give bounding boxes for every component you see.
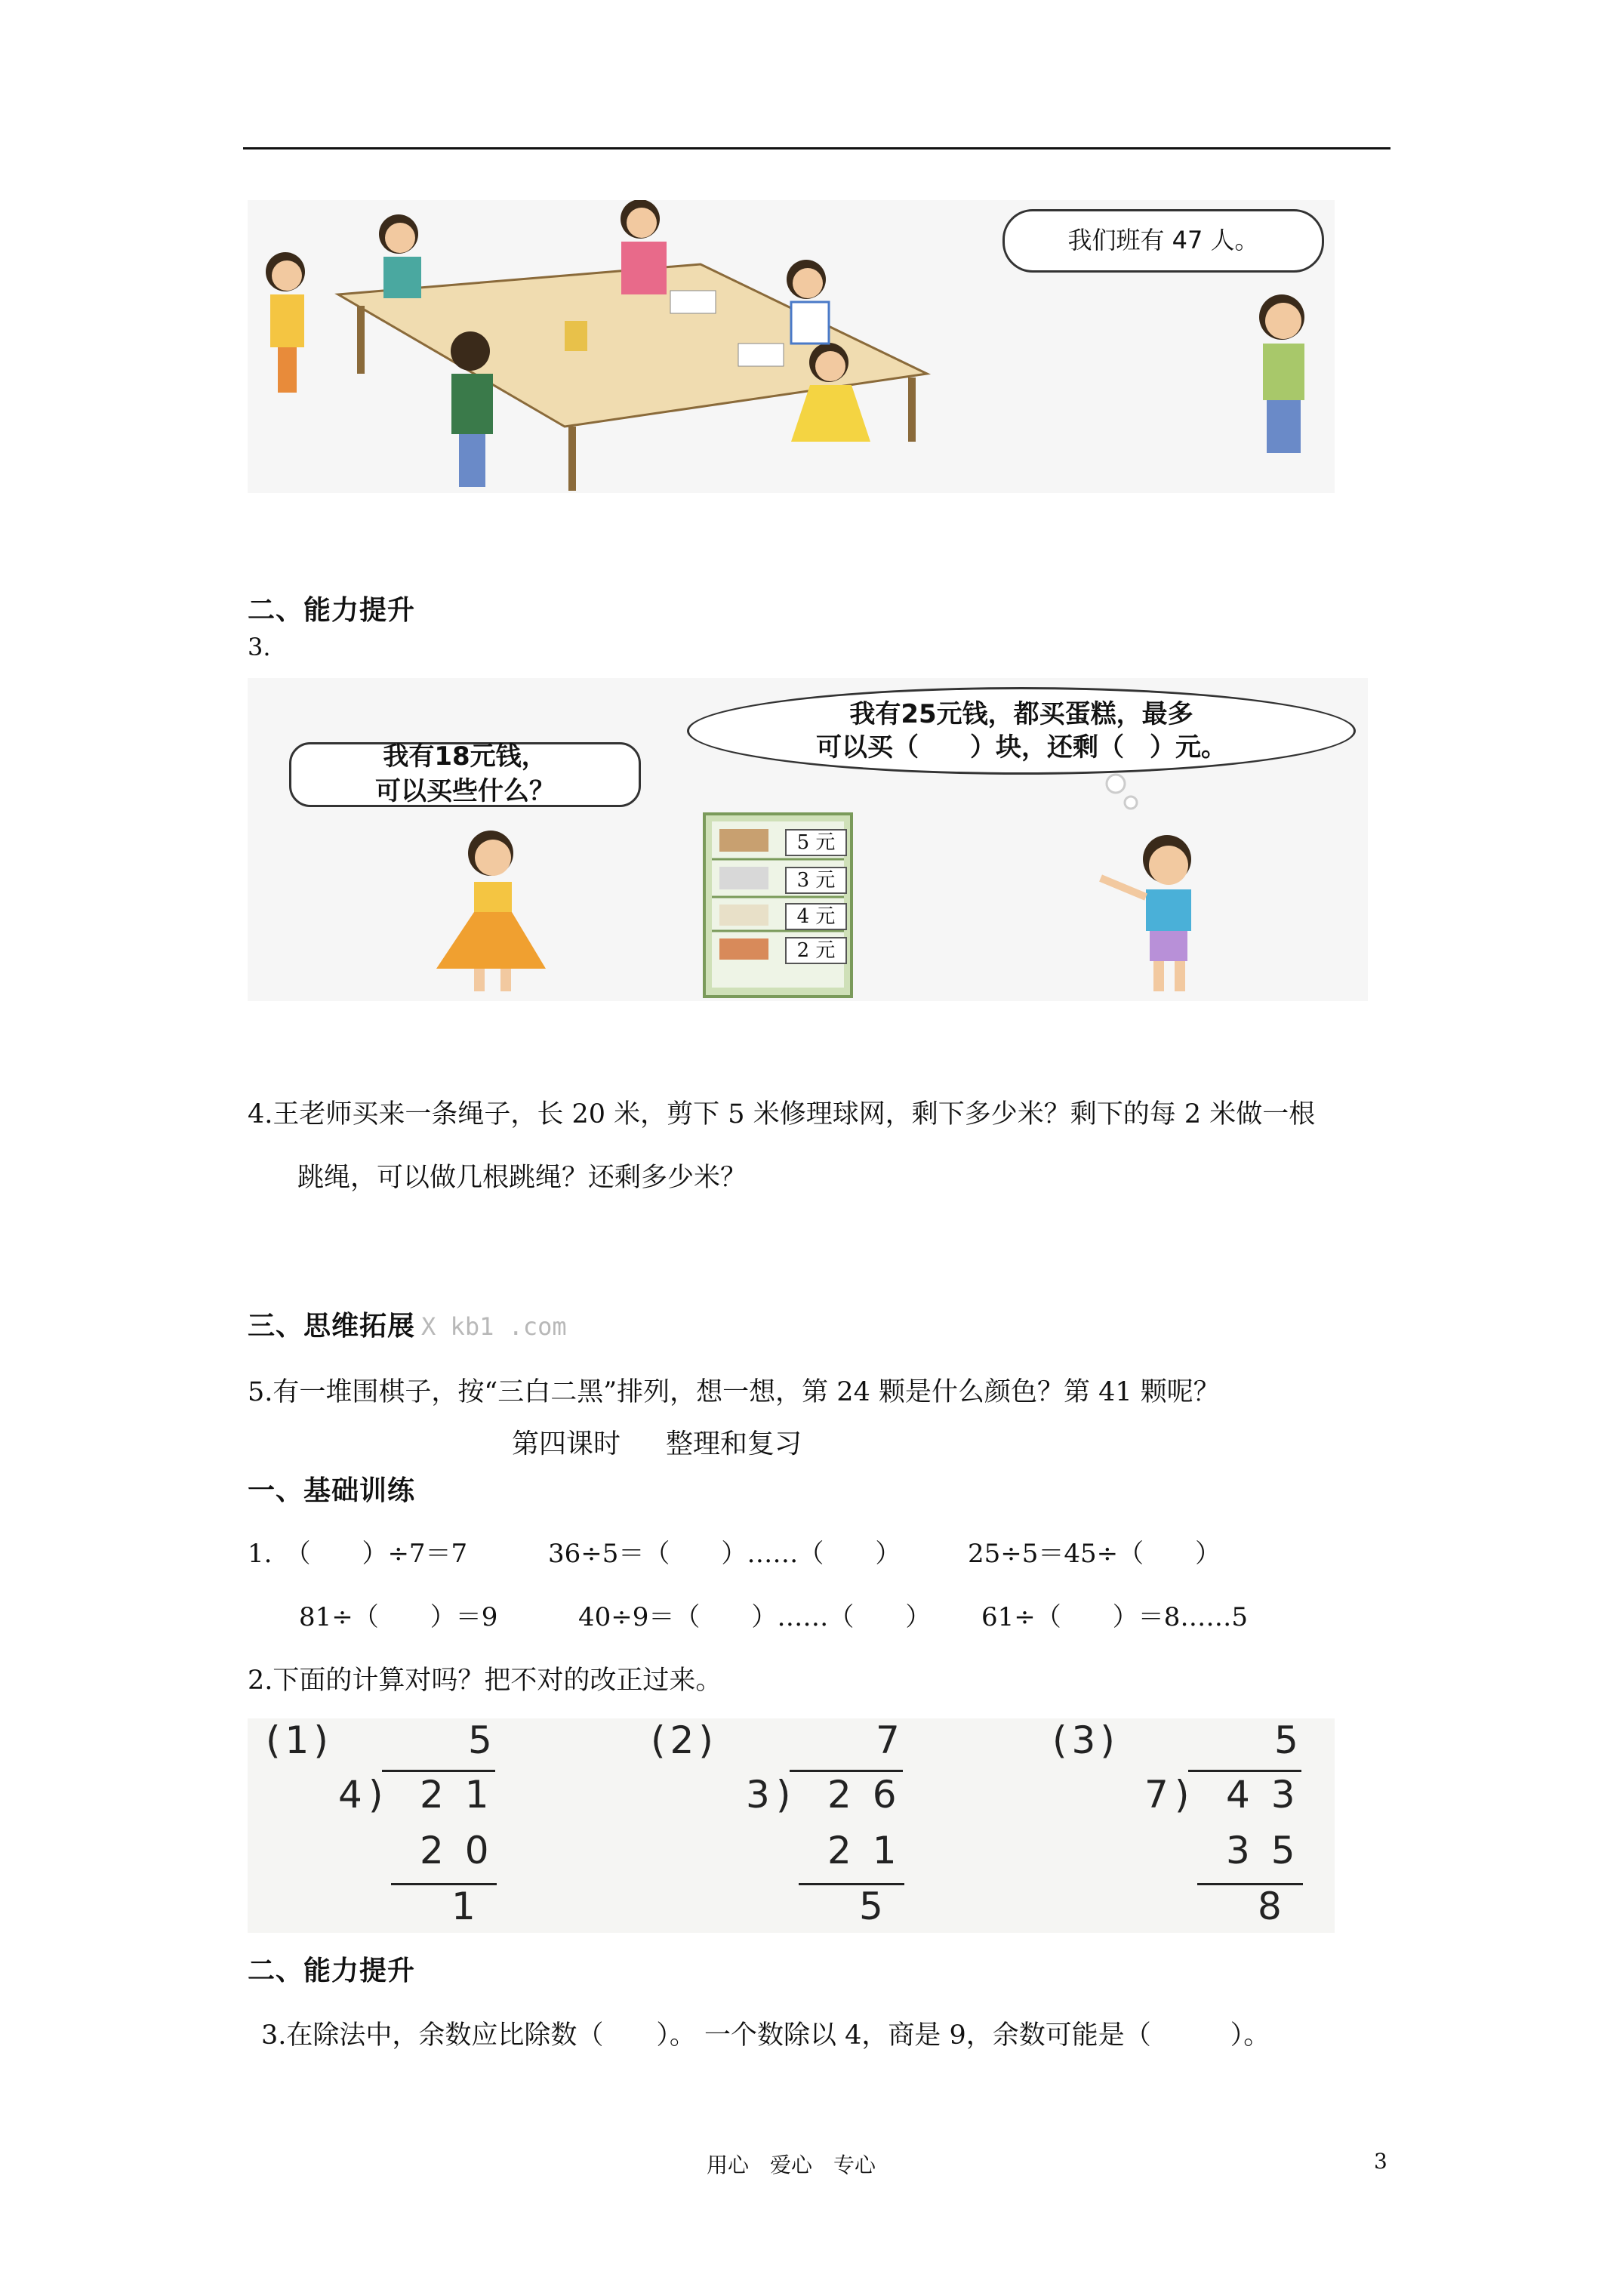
q1-row1-a: 1. （ ）÷7＝7 bbox=[248, 1539, 468, 1569]
boy-speech-line2: 可以买（ ）块，还剩（ ）元。 bbox=[816, 732, 1227, 763]
question-5: 5.有一堆围棋子，按“三白二黑”排列，想一想，第 24 颗是什么颜色？第 41 颗呢？ bbox=[248, 1377, 1220, 1407]
problem-2-label: (2) bbox=[651, 1718, 718, 1762]
problem-1-remainder: 1 bbox=[451, 1885, 480, 1928]
problem-3-subtract-line bbox=[1197, 1883, 1303, 1885]
problem-1-divisor: 4 bbox=[338, 1773, 367, 1817]
section-two-heading: 二、能力提升 bbox=[248, 595, 416, 626]
division-problem-1 bbox=[248, 1718, 565, 1933]
q1-row2-a: 81÷（ ）＝9 bbox=[299, 1602, 498, 1632]
class-size-speech-text: 我们班有 47 人。 bbox=[1067, 226, 1259, 255]
cake-shop-illustration bbox=[248, 678, 1368, 1001]
division-problem-2 bbox=[648, 1718, 965, 1933]
section-one-heading: 一、基础训练 bbox=[248, 1475, 416, 1506]
girl-speech-line1: 我有18元钱， bbox=[383, 741, 547, 772]
price-tag-4 bbox=[785, 937, 847, 964]
problem-1-subtract-line bbox=[391, 1883, 497, 1885]
problem-1-bracket: ) bbox=[368, 1773, 388, 1817]
class-size-speech-bubble bbox=[1002, 209, 1324, 273]
problem-3-bracket: ) bbox=[1175, 1773, 1194, 1817]
problem-2-dividend: 2 6 bbox=[827, 1773, 901, 1817]
problem-3-product: 3 5 bbox=[1226, 1829, 1300, 1872]
problem-2-bar bbox=[790, 1770, 903, 1772]
q1-row1-b: 36÷5＝（ ）……（ ） bbox=[548, 1539, 901, 1569]
problem-3-label: (3) bbox=[1052, 1718, 1119, 1762]
question-3-number: 3. bbox=[248, 633, 271, 661]
section-three-row bbox=[248, 1305, 567, 1343]
problem-3-dividend: 4 3 bbox=[1226, 1773, 1300, 1817]
problem-1-product: 2 0 bbox=[420, 1829, 494, 1872]
girl-speech-line2: 可以买些什么？ bbox=[375, 776, 555, 806]
problem-2-bracket: ) bbox=[776, 1773, 796, 1817]
question-4-line1: 4.王老师买来一条绳子，长 20 米，剪下 5 米修理球网，剩下多少米？剩下的每 2 米做一根 bbox=[248, 1099, 1316, 1130]
footer-motto: 用心 爱心 专心 bbox=[707, 2153, 876, 2177]
watermark-text: X kb1 .com bbox=[421, 1312, 567, 1341]
boy-speech-line1: 我有25元钱，都买蛋糕，最多 bbox=[849, 698, 1193, 729]
question-3-division: 3.在除法中，余数应比除数（ ）。 一个数除以 4，商是 9，余数可能是（ ）。 bbox=[261, 2020, 1270, 2051]
price-tag-2 bbox=[785, 867, 847, 894]
price-tag-3 bbox=[785, 903, 847, 930]
question-2: 2.下面的计算对吗？把不对的改正过来。 bbox=[248, 1666, 722, 1696]
division-problem-3 bbox=[1048, 1718, 1335, 1933]
classroom-illustration bbox=[248, 200, 1335, 493]
q1-row1-c: 25÷5＝45÷（ ） bbox=[968, 1539, 1221, 1569]
question-4-line2: 跳绳，可以做几根跳绳？还剩多少米？ bbox=[297, 1163, 747, 1193]
section-three-heading: 三、思维拓展 bbox=[248, 1311, 416, 1342]
price-tag-4-label: 2 元 bbox=[796, 939, 836, 962]
long-division-panel bbox=[248, 1718, 1335, 1933]
q1-row2-b: 40÷9＝（ ）……（ ） bbox=[578, 1602, 932, 1632]
section-two-heading-b: 二、能力提升 bbox=[248, 1955, 416, 1986]
problem-2-product: 2 1 bbox=[827, 1829, 901, 1872]
problem-3-divisor: 7 bbox=[1144, 1773, 1173, 1817]
problem-3-bar bbox=[1188, 1770, 1301, 1772]
q1-row2-c: 61÷（ ）＝8……5 bbox=[981, 1602, 1249, 1632]
problem-2-quotient: 7 bbox=[876, 1718, 904, 1762]
page-number: 3 bbox=[1374, 2149, 1387, 2174]
price-tag-1-label: 5 元 bbox=[796, 831, 836, 854]
problem-1-quotient: 5 bbox=[468, 1718, 497, 1762]
header-rule bbox=[243, 147, 1390, 149]
problem-1-dividend: 2 1 bbox=[420, 1773, 494, 1817]
problem-1-label: (1) bbox=[266, 1718, 333, 1762]
problem-3-remainder: 8 bbox=[1258, 1885, 1286, 1928]
problem-2-remainder: 5 bbox=[859, 1885, 888, 1928]
price-tag-3-label: 4 元 bbox=[796, 905, 836, 928]
problem-1-bar bbox=[382, 1770, 495, 1772]
problem-2-divisor: 3 bbox=[746, 1773, 775, 1817]
lesson-title-part2: 整理和复习 bbox=[666, 1428, 802, 1459]
lesson-title bbox=[512, 1422, 802, 1461]
problem-2-subtract-line bbox=[799, 1883, 904, 1885]
lesson-title-part1: 第四课时 bbox=[512, 1428, 621, 1459]
problem-3-quotient: 5 bbox=[1274, 1718, 1303, 1762]
price-tag-2-label: 3 元 bbox=[796, 869, 836, 892]
price-tag-1 bbox=[785, 829, 847, 856]
